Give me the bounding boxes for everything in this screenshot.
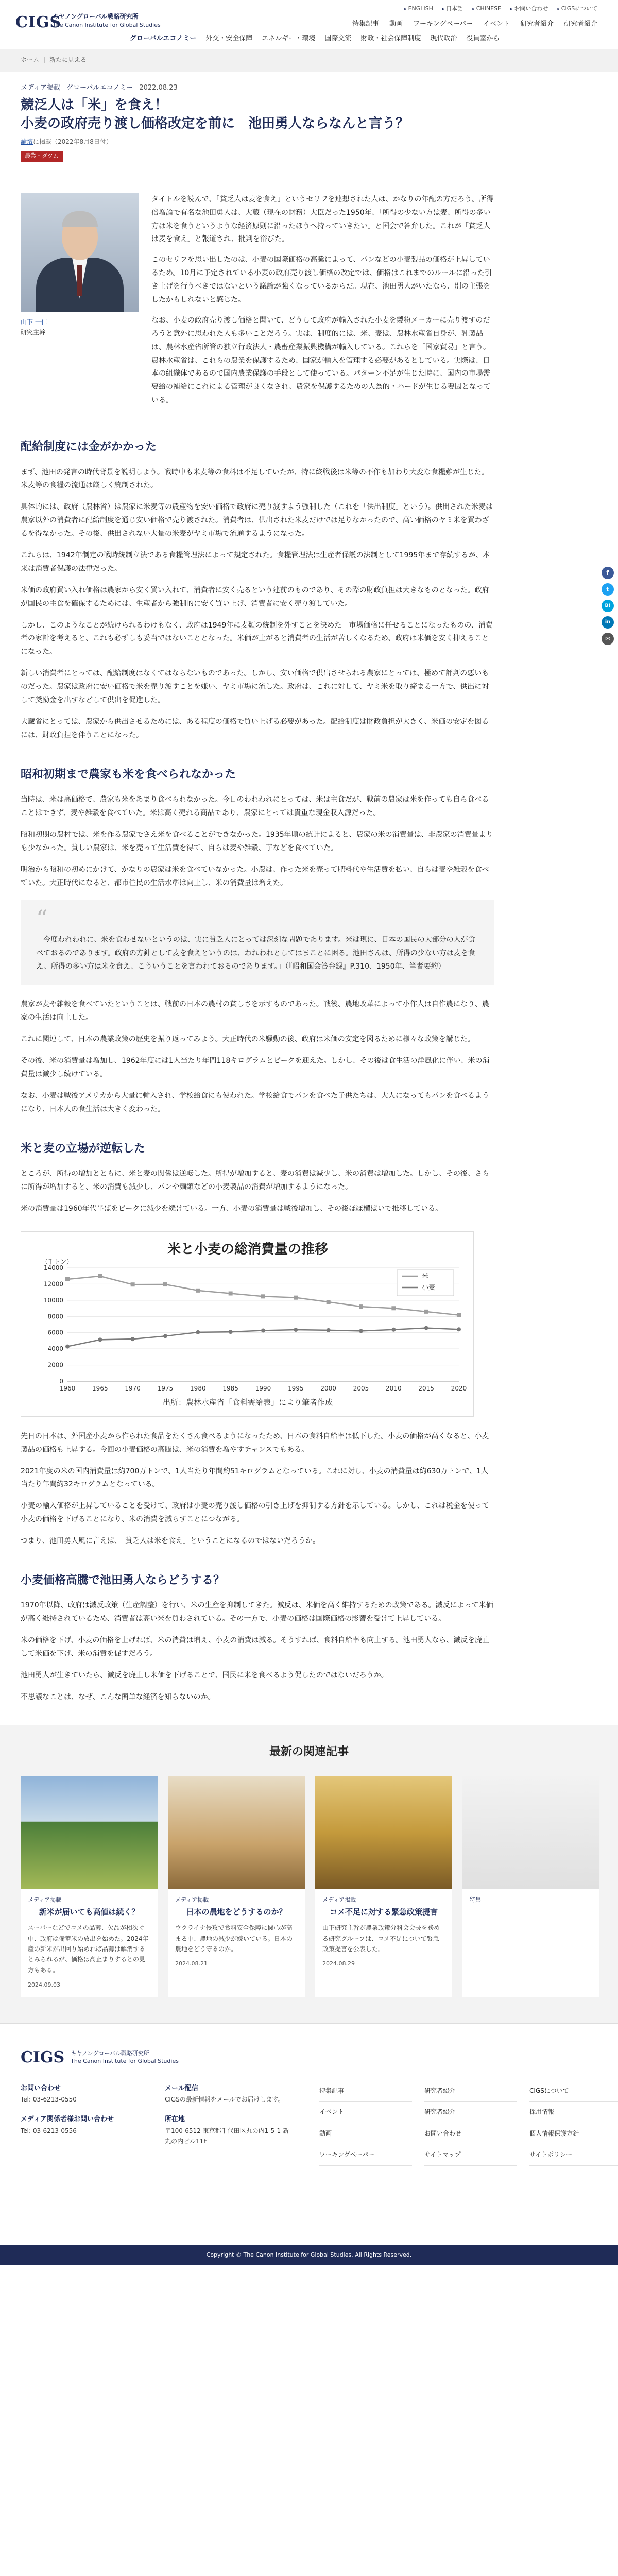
breadcrumb-current: 新たに見える bbox=[49, 56, 87, 63]
article-title bbox=[21, 96, 494, 133]
contact-media bbox=[21, 2114, 149, 2146]
contact-inquiry bbox=[21, 2083, 149, 2105]
chart-data-point bbox=[261, 1294, 265, 1298]
footer-link[interactable]: ワーキングペーパー bbox=[319, 2144, 412, 2165]
topic-global-economy[interactable]: グローバルエコノミー bbox=[130, 35, 197, 42]
site-logo[interactable] bbox=[15, 9, 161, 32]
nav-videos[interactable]: 動画 bbox=[389, 20, 403, 28]
title-line-1: 競泛人は「米」を食え！ bbox=[21, 97, 168, 113]
body-paragraph: 池田勇人が生きていたら、減反を廃止し米価を下げることで、国民に米を食べるよう促したのではないだろうか。 bbox=[21, 1671, 388, 1680]
author-line bbox=[21, 137, 494, 147]
main-container bbox=[0, 72, 618, 1704]
body-paragraph: つまり、池田勇人風に言えば、「貧乏人は米を食え」ということになるのではないだろうか。 bbox=[21, 1537, 320, 1546]
topic-intl-exchange[interactable]: 国際交流 bbox=[324, 35, 352, 42]
body-paragraph: 昭和初期の農村では、米を作る農家でさえ米を食べることができなかった。1935年頃の統計によると、農家の米の消費量は、非農家の消費量よりも少なかった。貧しい農家は、米を売って生活費を得て、自らは麦や雑穀、芋などを食べていた。 bbox=[21, 830, 493, 852]
footer-link[interactable]: 研究者紹介 bbox=[424, 2102, 517, 2123]
util-link-about[interactable]: ▸ CIGSについて bbox=[557, 4, 597, 14]
chart-data-point bbox=[457, 1313, 461, 1317]
topic-nav bbox=[130, 33, 500, 44]
quote-mark-icon: “ bbox=[36, 906, 48, 933]
topic-energy[interactable]: エネルギー・環境 bbox=[262, 35, 316, 42]
chart-y-tick-label: 10000 bbox=[43, 1296, 63, 1304]
card-description: 山下研究主幹が農業政策分科会会長を務める研究グループは、コメ不足について緊急政策提言を公表した。 bbox=[322, 1924, 440, 1953]
section-heading-rationing: 配給制度には金がかかった bbox=[21, 440, 157, 454]
contact-address bbox=[165, 2114, 294, 2146]
body-paragraph: 当時は、米は高価格で、農家も米をあまり食べられなかった。今日のわれわれにとっては、米は主食だが、戦前の農家は米を作っても自ら食べることはできず、麦や雑穀を食べていた。米は高く売れる商品であり、農家にとっては貴重な現金収入源だった。 bbox=[21, 795, 489, 817]
topic-tag[interactable]: 農業・ダツム bbox=[21, 151, 63, 162]
intro-section bbox=[21, 193, 494, 415]
card-description: スーパーなどでコメの品薄、欠品が相次ぐ中、政府は備蓄米の放出を始めた。2024年産の新米が出回り始めれば品薄は解消するとみられるが、価格は高止まりするとの見方もある。 bbox=[28, 1924, 149, 1974]
card-title[interactable]: コメ不足に対する緊急政策提言 bbox=[329, 1907, 438, 1917]
intro-text bbox=[151, 193, 494, 415]
footer-logo-jp: キヤノングローバル戦略研究所 bbox=[71, 2050, 149, 2057]
chart-y-tick-label: 6000 bbox=[47, 1329, 63, 1336]
logo-mark bbox=[15, 9, 62, 32]
intro-paragraph: タイトルを読んで、「貧乏人は麦を食え」というセリフを連想された人は、かなりの年配の方だろう。所得倍増論で有名な池田勇人は、大蔵（現在の財務）大臣だった1950年、「所得の少ない方は麦、所得の多い方は米を食うというような経済原則に沿ったほうへ持っていきたい」と国会で答弁した。これが「貧乏人は麦を食え」と報道され、批判を浴びた。 bbox=[151, 195, 494, 244]
chart-y-label: （千トン） bbox=[42, 1258, 73, 1265]
author-photo bbox=[21, 193, 139, 312]
chart-y-tick-label: 12000 bbox=[43, 1280, 63, 1288]
footer-link[interactable]: サイトマップ bbox=[424, 2144, 517, 2165]
topic-politics[interactable]: 現代政治 bbox=[430, 35, 457, 42]
nav-features[interactable]: 特集記事 bbox=[352, 20, 379, 28]
footer-link[interactable]: 採用情報 bbox=[529, 2102, 618, 2123]
chart-y-tick-label: 2000 bbox=[47, 1361, 63, 1369]
title-line-2: 小麦の政府売り渡し価格改定を前に 池田勇人ならなんと言う？ bbox=[21, 116, 409, 132]
util-link-japanese[interactable]: ▸ 日本語 bbox=[442, 4, 463, 14]
chart-x-tick-label: 1995 bbox=[288, 1384, 304, 1392]
chart-y-tick-label: 14000 bbox=[43, 1264, 63, 1272]
card-category: メディア掲載 bbox=[322, 1896, 356, 1904]
chart-legend-label: 米 bbox=[422, 1272, 429, 1280]
card-description bbox=[462, 1906, 599, 1917]
related-card[interactable] bbox=[462, 1776, 599, 1997]
closing-paragraph: 不思議なことは、なぜ、こんな簡単な経済を知らないのか。 bbox=[21, 1692, 215, 1701]
body-paragraph: 農家が麦や雑穀を食べていたということは、戦前の日本の農村の貧しさを示すものであった。戦後、農地改革によって小作人は自作農になり、農家の生活は向上した。 bbox=[21, 1000, 489, 1022]
chart-data-point bbox=[359, 1329, 363, 1333]
body-paragraph: これに関連して、日本の農業政策の歴史を振り返ってみよう。大正時代の米騒動の後、政府は米価の安定を図るために様々な政策を講じた。 bbox=[21, 1035, 475, 1044]
related-card[interactable] bbox=[21, 1776, 158, 1997]
contact-label[interactable]: メディア関係者様お問い合わせ bbox=[21, 2115, 114, 2124]
body-paragraph: その後、米の消費量は増加し、1962年度には1人当たり年間118キログラムとピークを迎えた。しかし、その後は食生活の洋風化に伴い、米の消費量は減少し続けている。 bbox=[21, 1057, 490, 1079]
utility-links bbox=[404, 4, 597, 14]
body-block-f bbox=[21, 1599, 494, 1704]
chart-svg bbox=[21, 1232, 474, 1417]
chart-x-tick-label: 1975 bbox=[157, 1384, 174, 1392]
chart-x-tick-label: 1985 bbox=[222, 1384, 238, 1392]
body-paragraph: 小麦の輸入価格が上昇していることを受けて、政府は小麦の売り渡し価格の引き上げを抑制する方針を示している。しかし、これは税金を使って小麦の価格を下げることになり、米の消費を減らすことにつながる。 bbox=[21, 1502, 489, 1524]
nav-events[interactable]: イベント bbox=[483, 20, 510, 28]
contact-label: 所在地 bbox=[165, 2115, 185, 2124]
chart-x-tick-label: 1960 bbox=[59, 1384, 76, 1392]
contact-newsletter bbox=[165, 2083, 294, 2105]
card-date bbox=[462, 1917, 599, 1924]
article-date: 2022.08.23 bbox=[139, 84, 178, 92]
chart-x-tick-label: 2010 bbox=[386, 1384, 402, 1392]
primary-nav bbox=[352, 19, 597, 30]
body-block-a bbox=[21, 466, 494, 742]
logo-en: The Canon Institute for Global Studies bbox=[53, 21, 161, 28]
chart-data-point bbox=[229, 1330, 233, 1334]
body-paragraph: 具体的には、政府（農林省）は農家に米麦等の農産物を安い価格で政府に売り渡すよう強制した（これを「供出制度」という）。供出された米麦は農家以外の消費者に配給制度を通じ安い価格で売り渡された。消費者は、供出された米麦だけでは足りなかったので、高い価格のヤミ米を買わざるを得なかった。その後、供出されない大量の米麦がヤミ市場で流通するようになった。 bbox=[21, 503, 493, 538]
contact-value: 〒100-6512 東京都千代田区丸の内1-5-1 新丸の内ビル11F bbox=[165, 2127, 289, 2145]
chart-data-point bbox=[294, 1328, 298, 1332]
card-title[interactable]: 日本の農地をどうするのか？ bbox=[186, 1907, 287, 1917]
body-paragraph: ところが、所得の増加とともに、米と麦の関係は逆転した。所得が増加すると、麦の消費は減少し、米の消費は増加した。しかし、その後、さらに所得が増加すると、米の消費も減少し、パンや麺類などの小麦製品の消費が増加するようになった。 bbox=[21, 1170, 489, 1191]
contact-label[interactable]: お問い合わせ bbox=[21, 2084, 61, 2092]
card-date: 2024.08.21 bbox=[175, 1960, 208, 1968]
chart-data-point bbox=[131, 1337, 135, 1341]
card-thumbnail bbox=[315, 1776, 452, 1889]
chart-x-tick-label: 1970 bbox=[125, 1384, 141, 1392]
chart-x-tick-label: 2000 bbox=[320, 1384, 336, 1392]
chart-data-point bbox=[98, 1337, 102, 1342]
chart-data-point bbox=[196, 1330, 200, 1334]
chart-data-point bbox=[163, 1334, 167, 1338]
chart-data-point bbox=[457, 1327, 461, 1331]
footer-links bbox=[319, 2080, 618, 2166]
footer-link[interactable]: CIGSについて bbox=[529, 2080, 618, 2102]
body-paragraph: 米の価格を下げ、小麦の価格を上げれば、米の消費は増え、小麦の消費は減る。そうすれば、食料自給率も向上する。池田勇人なら、減反を廃止して米価を下げ、米の消費を促すだろう。 bbox=[21, 1636, 490, 1658]
body-paragraph: まず、池田の発言の時代背景を説明しよう。戦時中も米麦等の食料は不足していたが、特に終戦後は米等の不作も加わり大変な食糧難が生じた。米麦等の食糧の流通は厳しく統制された。 bbox=[21, 468, 489, 490]
chart-legend-label: 小麦 bbox=[422, 1283, 436, 1292]
section-heading-prewar: 昭和初期まで農家も米を食べられなかった bbox=[21, 768, 236, 781]
chart-data-point bbox=[261, 1328, 265, 1332]
intro-paragraph: なお、小麦の政府売り渡し価格と聞いて、どうして政府が輸入された小麦を製粉メーカーに売り渡すのだろうと意外に思われた人も多いことだろう。実は、制度的には、米、麦は、農林水産省自身が、乳製品は、農林水産省所管の独立行政法人・農畜産業振興機構が輸入している。これらを「国家貿易」と言う。農林水産省は、これらの農業を保護するため、国家が輸入を管理する必要があるとしている。実際は、日本の組織体であるので国内農業保護の手段として使っている。パターン不足が生じた時に、国内の市場需要給の補給にこれによる管理が良くなされ、農家を保護するための人為的・ハードが生じる要因となっている。 bbox=[151, 316, 491, 405]
related-card[interactable] bbox=[168, 1776, 305, 1997]
card-category: メディア掲載 bbox=[175, 1896, 209, 1904]
breadcrumb-sep: | bbox=[43, 56, 46, 63]
topic-fiscal[interactable]: 財政・社会保障制度 bbox=[360, 35, 421, 42]
body-paragraph: 1970年以降、政府は減反政策（生産調整）を行い、米の生産を抑制してきた。減反は、米価を高く維持するための政策である。減反によって米価が高く維持されているため、消費者は高い米を買わされている。その一方で、小麦の価格は国際価格の影響を受けて上昇している。 bbox=[21, 1601, 493, 1623]
body-paragraph: 米価の政府買い入れ価格は農家から安く買い入れて、消費者に安く売るという建前のものであり、その際の財政負担は大きなものとなった。政府が国民の主食を確保するためには、生産者から強制的に安く買い上げ、消費者に安く売り渡していた。 bbox=[21, 586, 489, 608]
body-paragraph: 米の消費量は1960年代半ばをピークに減少を続けている。一方、小麦の消費量は戦後増加し、その後ほぼ横ばいで推移している。 bbox=[21, 1204, 443, 1213]
card-category: 特集 bbox=[470, 1896, 481, 1904]
body-paragraph: 大蔵省にとっては、農家から供出させるためには、ある程度の価格で買い上げる必要があった。配給制度は財政負担が大きく、米価の安定を図るには、財政負担を伴うことになった。 bbox=[21, 717, 489, 739]
body-paragraph: 2021年度の米の国内消費量は約700万トンで、1人当たり年間約51キログラムとなっている。これに対し、小麦の消費量は約630万トンで、1人当たり年間約32キログラムとなっている。 bbox=[21, 1467, 488, 1489]
chart-data-point bbox=[196, 1289, 200, 1293]
footer-link[interactable]: 動画 bbox=[319, 2123, 412, 2144]
portrait-name-link[interactable]: 山下 一仁 bbox=[21, 318, 47, 326]
chart-data-point bbox=[327, 1328, 331, 1332]
article-meta bbox=[21, 82, 494, 94]
author-suffix: に掲載（2022年8月8日付） bbox=[33, 138, 112, 145]
footer-link[interactable]: 研究者紹介 bbox=[424, 2080, 517, 2102]
chart-y-tick-label: 8000 bbox=[47, 1313, 63, 1320]
footer-logo-text bbox=[71, 2049, 179, 2065]
body-paragraph: しかし、このようなことが続けられるわけもなく、政府は1949年に麦類の統制を外すことを決めた。市場価格に任せることになったものの、消費者の家計を考えると、これも必ずしも妥当ではないこととなった。米価が上がると消費者の生活が苦しくなるため、政府は米価を安く抑えることになった。 bbox=[21, 621, 493, 656]
section-heading-reversal: 米と麦の立場が逆転した bbox=[21, 1142, 146, 1155]
card-title[interactable]: 新米が届いても高値は続く？ bbox=[39, 1907, 140, 1917]
body-paragraph: 新しい消費者にとっては、配給制度はなくてはならないものであった。しかし、安い価格で供出させられる農家にとっては、極めて評判の悪いものだった。農家は政府に安い価格で米を売り渡すことを嫌い、ヤミ市場に流した。政府は、これに対して、ヤミ米を取り締まる一方で、供出に対して奨励金を出すなどして供出を促進した。 bbox=[21, 669, 489, 704]
contact-value: CIGSの最新情報をメールでお届けします。 bbox=[165, 2096, 284, 2104]
chart-data-point bbox=[294, 1295, 298, 1299]
site-footer bbox=[0, 2023, 618, 2265]
chart-data-point bbox=[229, 1291, 233, 1295]
topic-executive[interactable]: 役員室から bbox=[466, 35, 500, 42]
logo-text bbox=[53, 12, 161, 29]
contact-value: Tel: 03-6213-0550 bbox=[21, 2096, 77, 2104]
chart-data-point bbox=[424, 1310, 428, 1314]
chart-x-tick-label: 2005 bbox=[353, 1384, 369, 1392]
footer-link[interactable]: 個人情報保護方針 bbox=[529, 2123, 618, 2144]
author-portrait bbox=[21, 193, 139, 415]
intro-paragraph: このセリフを思い出したのは、小麦の国際価格の高騰によって、パンなどの小麦製品の価格が上昇しているため。10月に予定されている小麦の政府売り渡し価格の改定では、価格はこれまでのルールに沿った引き上げを行うべきではないという議論が強くなっているからだ。現在、池田勇人がいたなら、別の主張をしたかもしれないと感じた。 bbox=[151, 256, 492, 304]
footer-logo-cigs: CIGS bbox=[21, 2048, 65, 2066]
chart-x-tick-label: 1980 bbox=[190, 1384, 206, 1392]
nav-researchers[interactable]: 研究者紹介 bbox=[520, 20, 554, 28]
chart-data-point bbox=[65, 1344, 70, 1348]
body-block-d bbox=[21, 1167, 494, 1216]
related-cards bbox=[21, 1776, 597, 1997]
chart-title: 米と小麦の総消費量の推移 bbox=[167, 1241, 329, 1257]
topic-diplomacy[interactable]: 外交・安全保障 bbox=[205, 35, 253, 42]
related-heading: 最新の関連記事 bbox=[269, 1745, 349, 1758]
chart-y-tick-label: 4000 bbox=[47, 1345, 63, 1352]
contact-value: Tel: 03-6213-0556 bbox=[21, 2127, 77, 2134]
section-heading-ikeda: 小麦価格高騰で池田勇人ならどうする？ bbox=[21, 1573, 225, 1587]
card-date: 2024.08.29 bbox=[322, 1960, 355, 1968]
util-link-contact[interactable]: ▸ お問い合わせ bbox=[510, 4, 548, 14]
util-link-english[interactable]: ▸ ENGLISH bbox=[404, 4, 433, 14]
chart-data-point bbox=[65, 1277, 70, 1281]
hatena-share-icon[interactable]: B! bbox=[602, 600, 614, 612]
chart-data-point bbox=[424, 1326, 428, 1330]
portrait-role: 研究主幹 bbox=[21, 329, 46, 336]
body-paragraph: なお、小麦は戦後アメリカから大量に輸入され、学校給食にも使われた。学校給食でパンを食べた子供たちは、大人になってもパンを食べるようになり、日本人の食生活は大きく変わった。 bbox=[21, 1091, 489, 1113]
chart-data-point bbox=[98, 1274, 102, 1278]
chart-data-point bbox=[359, 1304, 363, 1309]
related-articles bbox=[0, 1725, 618, 2023]
article-subcategory[interactable]: グローバルエコノミー bbox=[66, 84, 133, 92]
mail-share-icon[interactable]: ✉ bbox=[602, 633, 614, 645]
body-paragraph: これらは、1942年制定の戦時統制立法である食糧管理法によって規定された。食糧管理法は生産者保護の法制として1995年まで存続するが、本来は消費者保護の法律だった。 bbox=[21, 551, 490, 573]
card-category: メディア掲載 bbox=[28, 1896, 62, 1904]
body-block-b bbox=[21, 793, 494, 890]
body-block-e bbox=[21, 1430, 494, 1548]
body-paragraph: 先日の日本は、外国産小麦から作られた食品をたくさん食べるようになったため、日本の食料自給率は低下した。小麦の価格が高くなると、小麦製品の価格も上昇する。今回の小麦価格の高騰は、米の消費を増やすチャンスでもある。 bbox=[21, 1432, 489, 1454]
facebook-share-icon[interactable]: f bbox=[602, 567, 614, 579]
copyright: Copyright © The Canon Institute for Global Studies. All Rights Reserved. bbox=[0, 2245, 618, 2265]
logo-cigs: CIGS bbox=[15, 13, 62, 31]
breadcrumb bbox=[0, 49, 618, 72]
twitter-share-icon[interactable]: t bbox=[602, 583, 614, 596]
quote-block bbox=[21, 900, 494, 985]
breadcrumb-home[interactable]: ホーム bbox=[21, 56, 40, 63]
nav-researchers-2[interactable]: 研究者紹介 bbox=[563, 20, 597, 28]
body-paragraph: 明治から昭和の初めにかけて、かなりの農家は米を食べていなかった。小農は、作った米を売って肥料代や生活費を払い、自らは麦や雑穀を食べていた。大正時代になると、都市住民の生活水準は向上し、米の消費量は増えた。 bbox=[21, 865, 489, 887]
card-description: ウクライナ侵攻で食料安全保障に関心が高まる中、農地の減少が続いている。日本の農地をどう守るのか。 bbox=[175, 1924, 293, 1953]
footer-link[interactable]: お問い合わせ bbox=[424, 2123, 517, 2144]
share-bar bbox=[602, 567, 614, 645]
article-category[interactable]: メディア掲載 bbox=[21, 84, 60, 92]
chart-x-tick-label: 2015 bbox=[418, 1384, 434, 1392]
body-block-c bbox=[21, 998, 494, 1116]
card-date: 2024.09.03 bbox=[28, 1981, 60, 1989]
util-link-chinese[interactable]: ▸ CHINESE bbox=[472, 4, 501, 14]
footer-logo-en: The Canon Institute for Global Studies bbox=[71, 2058, 179, 2065]
chart-data-point bbox=[163, 1282, 167, 1286]
chart-source: 出所：農林水産省「食料需給表」により筆者作成 bbox=[162, 1397, 333, 1407]
quote-text: 「今度われわれに、米を食わせないというのは、実に貧乏人にとっては深刻な問題であります。米は現に、日本の国民の大部分の人が食べておるのであります。政府の方針として麦を食えというのは、われわれとしてはまことに困る。池田さんは、所得の少ない方は麦を食え、所得の多い方は米を食え、こういうことを言われておるのであります。」（『昭和国会答弁録』P.310、1950年、筆者要約） bbox=[36, 935, 475, 971]
author-link[interactable]: 論壇 bbox=[21, 138, 33, 145]
chart-data-point bbox=[327, 1300, 331, 1304]
chart-data-point bbox=[131, 1282, 135, 1286]
chart-x-tick-label: 2020 bbox=[451, 1384, 467, 1392]
consumption-chart bbox=[21, 1231, 474, 1417]
chart-data-point bbox=[391, 1327, 396, 1331]
nav-working-papers[interactable]: ワーキングペーパー bbox=[413, 20, 473, 28]
article bbox=[21, 72, 494, 1704]
footer-link[interactable]: イベント bbox=[319, 2102, 412, 2123]
footer-link[interactable]: 特集記事 bbox=[319, 2080, 412, 2102]
linkedin-share-icon[interactable]: in bbox=[602, 616, 614, 629]
portrait-name bbox=[21, 317, 139, 327]
chart-x-tick-label: 1990 bbox=[255, 1384, 271, 1392]
related-card[interactable] bbox=[315, 1776, 452, 1997]
contact-label[interactable]: メール配信 bbox=[165, 2084, 198, 2092]
chart-y-tick-label: 0 bbox=[59, 1377, 63, 1385]
card-thumbnail bbox=[462, 1776, 599, 1889]
chart-x-tick-label: 1965 bbox=[92, 1384, 108, 1392]
chart-data-point bbox=[391, 1306, 396, 1310]
card-thumbnail bbox=[168, 1776, 305, 1889]
logo-jp: キヤノングローバル戦略研究所 bbox=[53, 12, 139, 20]
site-header bbox=[0, 0, 618, 49]
footer-logo[interactable] bbox=[21, 2044, 597, 2071]
footer-link[interactable]: サイトポリシー bbox=[529, 2144, 618, 2165]
card-thumbnail bbox=[21, 1776, 158, 1889]
